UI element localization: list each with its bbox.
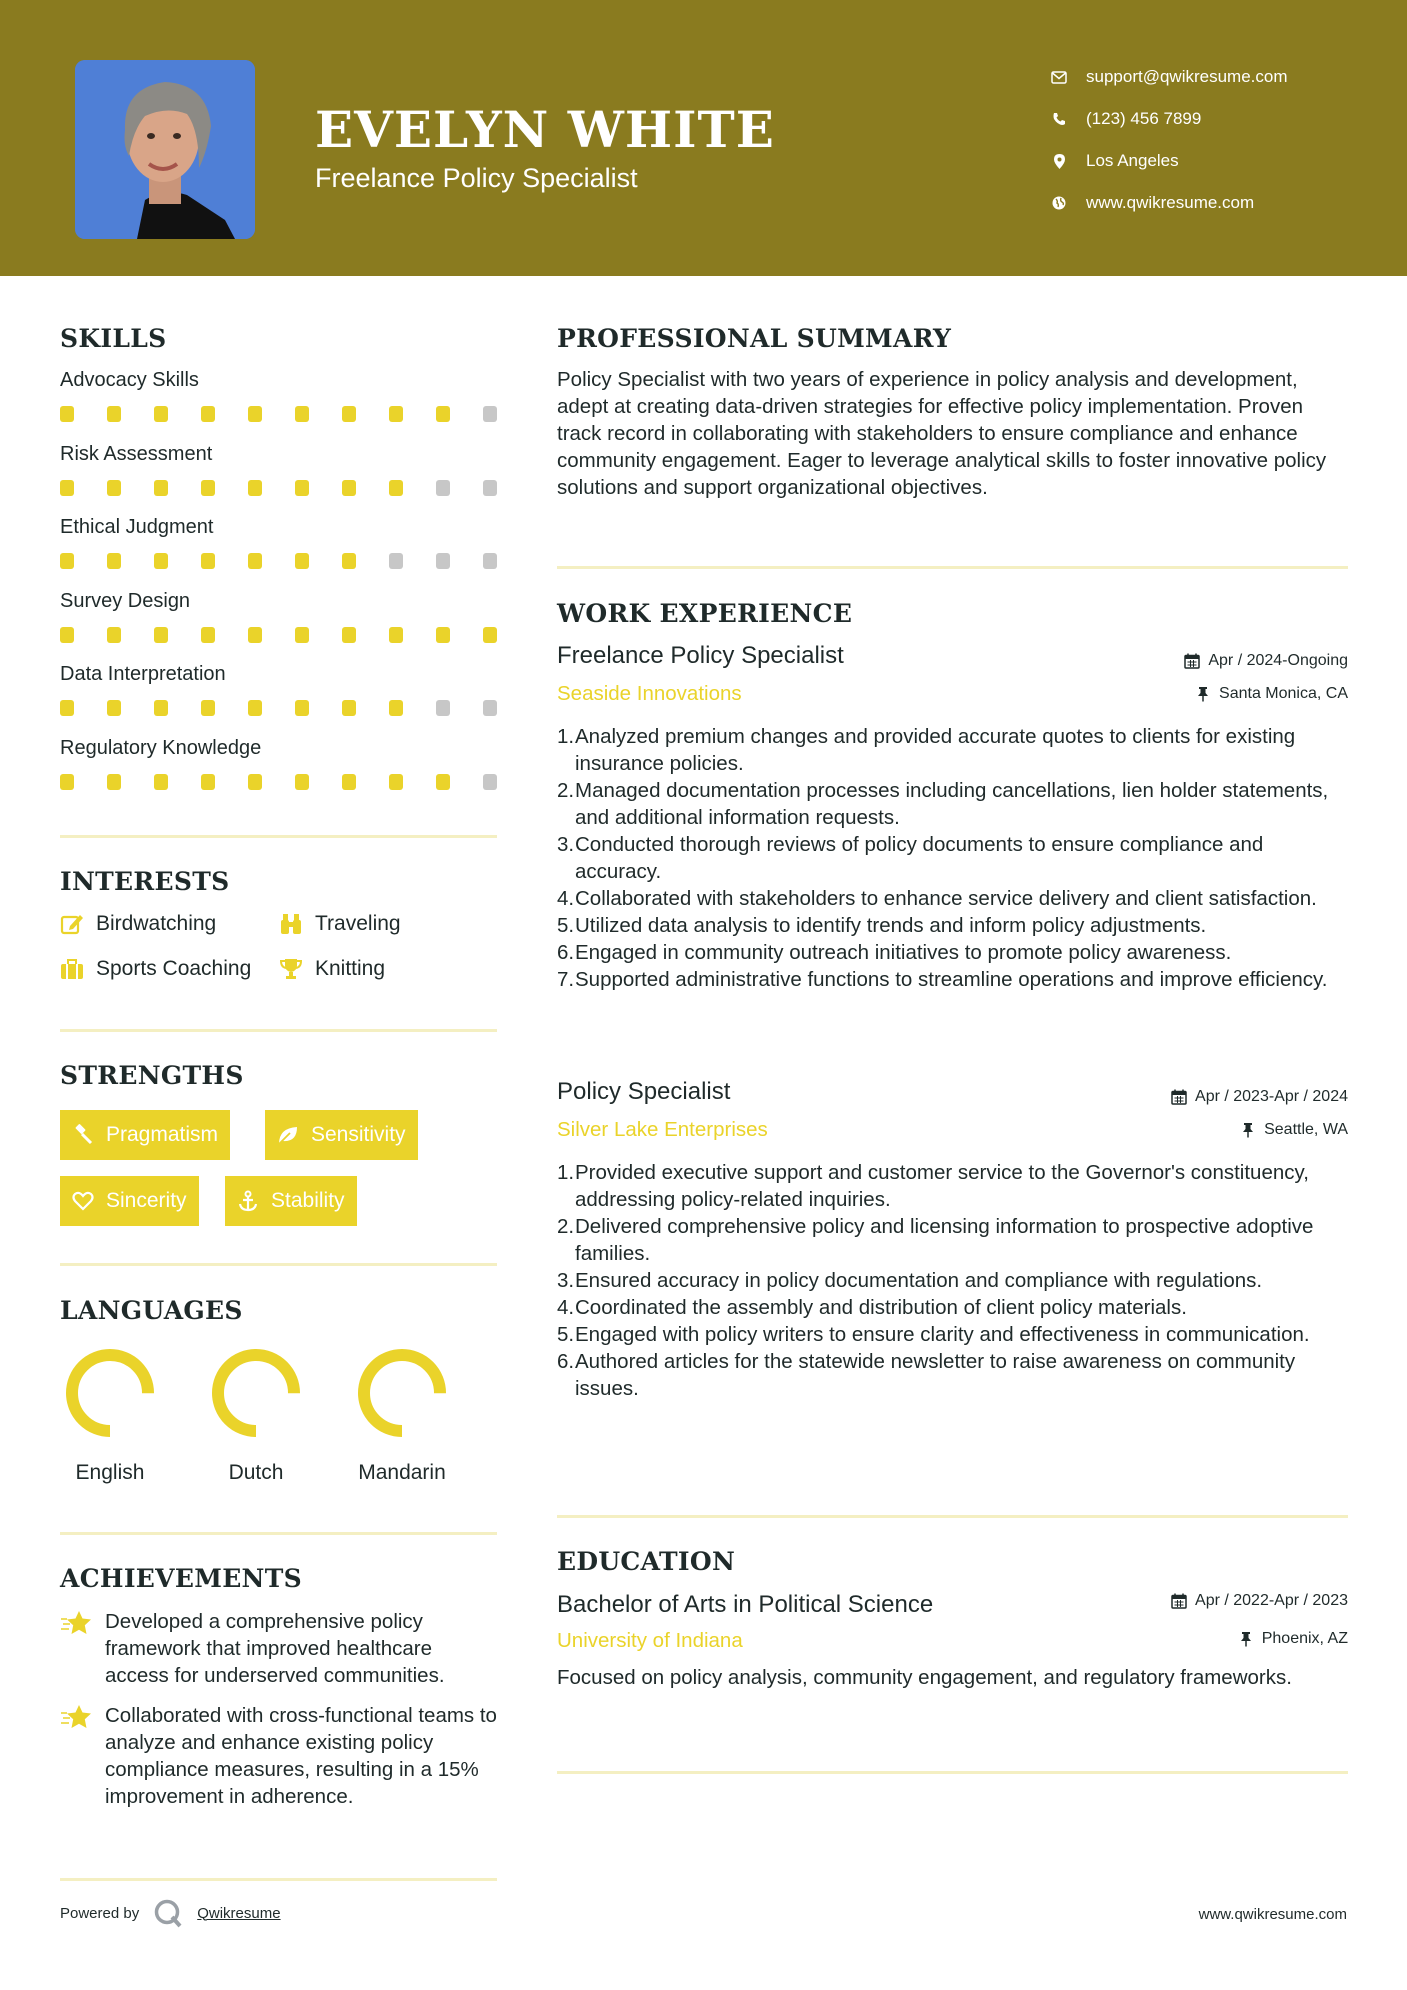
candidate-name: EVELYN WHITE <box>315 100 775 159</box>
bullet-text: Authored articles for the statewide newsletter to raise awareness on community issues. <box>575 1350 1296 1400</box>
contact-location-text: Los Angeles <box>1086 151 1179 170</box>
education-location-text: Phoenix, AZ <box>1261 1630 1348 1647</box>
star-icon <box>60 1704 92 1810</box>
language-gauge <box>60 1343 160 1443</box>
summary-divider <box>557 566 1348 569</box>
strength-label: Stability <box>271 1189 345 1212</box>
bullet-text: Engaged in community outreach initiatives to promote policy awareness. <box>575 941 1232 964</box>
rating-dot-filled <box>154 406 168 422</box>
interest-label: Traveling <box>315 912 401 935</box>
rating-dot-filled <box>154 480 168 496</box>
achievement-text: Developed a comprehensive policy framework that improved healthcare access for underserved communities. <box>105 1610 445 1687</box>
job-company: Silver Lake Enterprises <box>557 1118 768 1141</box>
achievement-item <box>60 1608 497 1689</box>
job-bullet <box>557 966 1348 993</box>
summary-heading: PROFESSIONAL SUMMARY <box>557 324 952 353</box>
bullet-text: Analyzed premium changes and provided accurate quotes to clients for existing insurance policies. <box>575 725 1296 775</box>
rating-dot-filled <box>201 553 215 569</box>
profile-photo <box>75 60 255 239</box>
calendar-icon <box>1171 1593 1187 1609</box>
rating-dot-filled <box>154 553 168 569</box>
languages-heading: LANGUAGES <box>60 1296 243 1325</box>
strengths-heading: STRENGTHS <box>60 1061 244 1090</box>
qwikresume-link[interactable]: Qwikresume <box>197 1904 281 1922</box>
job-bullet <box>557 1348 1348 1402</box>
job-bullet <box>557 1321 1348 1348</box>
rating-dot-filled <box>342 774 356 790</box>
education-description: Focused on policy analysis, community engagement, and regulatory frameworks. <box>557 1666 1292 1689</box>
job-bullet <box>557 912 1348 939</box>
school-name: University of Indiana <box>557 1629 743 1652</box>
rating-dot-filled <box>60 553 74 569</box>
rating-dot-filled <box>154 627 168 643</box>
rating-dot-filled <box>295 700 309 716</box>
bullet-text: Collaborated with stakeholders to enhance service delivery and client satisfaction. <box>575 887 1317 910</box>
bullet-number: 2. <box>557 1215 575 1238</box>
job-location-text: Santa Monica, CA <box>1219 685 1348 702</box>
rating-dot-filled <box>154 700 168 716</box>
language-item <box>206 1343 306 1485</box>
star-icon <box>60 1610 92 1689</box>
interest-label: Knitting <box>315 957 386 980</box>
job-location <box>1240 1121 1348 1139</box>
pencil-square-icon <box>60 912 84 936</box>
rating-dot-empty <box>389 553 403 569</box>
job-bullet <box>557 723 1348 777</box>
rating-dot-empty <box>483 553 497 569</box>
rating-dot-filled <box>107 406 121 422</box>
strength-badge <box>60 1110 230 1160</box>
rating-dot-filled <box>436 406 450 422</box>
contact-website-text: www.qwikresume.com <box>1086 193 1255 212</box>
rating-dot-filled <box>201 774 215 790</box>
rating-dot-filled <box>107 700 121 716</box>
bullet-number: 6. <box>557 941 575 964</box>
job-bullet <box>557 1294 1348 1321</box>
interest-label: Birdwatching <box>96 912 217 935</box>
skill-label: Risk Assessment <box>60 442 213 465</box>
job-bullet <box>557 777 1348 831</box>
globe-icon <box>1050 194 1068 212</box>
summary-text: Policy Specialist with two years of experience in policy analysis and development, adept at creating data-driven strategies for effective policy implementation. Proven track record in collaborating with stakeholders to ensure compliance and enhance community engagement. Eager to leverage analytical skills to foster innovative policy solutions and support organizational objectives. <box>557 368 1327 499</box>
contact-website[interactable] <box>1050 182 1288 224</box>
job-bullet-list <box>557 1159 1348 1402</box>
map-pin-icon <box>1050 152 1068 170</box>
rating-dot-filled <box>107 774 121 790</box>
anchor-icon <box>237 1190 259 1212</box>
language-gauge-arc <box>364 1355 440 1431</box>
skill-rating <box>60 627 530 643</box>
bullet-number: 1. <box>557 1161 575 1184</box>
bullet-text: Coordinated the assembly and distribution of client policy materials. <box>575 1296 1187 1319</box>
bullet-number: 6. <box>557 1350 575 1373</box>
rating-dot-filled <box>154 774 168 790</box>
strength-badge <box>265 1110 418 1160</box>
bullet-number: 4. <box>557 1296 575 1319</box>
bullet-text: Delivered comprehensive policy and licensing information to prospective adoptive families. <box>575 1215 1314 1265</box>
achievement-item <box>60 1702 497 1810</box>
envelope-icon <box>1050 68 1068 86</box>
skill-rating <box>60 480 530 496</box>
bullet-text: Ensured accuracy in policy documentation and compliance with regulations. <box>575 1269 1263 1292</box>
contact-list <box>1050 56 1288 224</box>
skill-label: Advocacy Skills <box>60 369 199 391</box>
skill-rating <box>60 553 530 569</box>
bullet-number: 3. <box>557 1269 575 1292</box>
strength-badge <box>225 1176 357 1226</box>
interest-item <box>60 957 251 981</box>
rating-dot-filled <box>389 406 403 422</box>
rating-dot-filled <box>389 700 403 716</box>
bullet-number: 5. <box>557 1323 575 1346</box>
rating-dot-filled <box>201 700 215 716</box>
education-dates <box>1171 1592 1348 1610</box>
job-bullet <box>557 1159 1348 1213</box>
rating-dot-filled <box>295 627 309 643</box>
heart-icon <box>72 1190 94 1212</box>
strength-label: Pragmatism <box>106 1123 219 1146</box>
rating-dot-filled <box>248 774 262 790</box>
job-dates <box>1184 652 1348 670</box>
strengths-divider <box>60 1263 497 1266</box>
skill-rating <box>60 774 530 790</box>
strength-badge <box>60 1176 199 1226</box>
interests-divider <box>60 1029 497 1032</box>
contact-phone-text: (123) 456 7899 <box>1086 109 1202 128</box>
rating-dot-filled <box>248 553 262 569</box>
rating-dot-empty <box>483 774 497 790</box>
rating-dot-filled <box>248 627 262 643</box>
rating-dot-filled <box>295 406 309 422</box>
rating-dot-filled <box>483 627 497 643</box>
rating-dot-filled <box>60 627 74 643</box>
skill-label: Regulatory Knowledge <box>60 736 262 759</box>
bullet-text: Conducted thorough reviews of policy documents to ensure compliance and accuracy. <box>575 833 1264 883</box>
achievement-text: Collaborated with cross-functional teams to analyze and enhance existing policy compliance measures, resulting in a 15% improvement in adherence. <box>105 1704 497 1808</box>
rating-dot-filled <box>342 700 356 716</box>
rating-dot-filled <box>60 774 74 790</box>
rating-dot-empty <box>483 480 497 496</box>
job-bullet-list <box>557 723 1348 993</box>
strength-label: Sensitivity <box>311 1123 406 1146</box>
trophy-icon <box>279 957 303 981</box>
education-location <box>1238 1630 1348 1648</box>
job-bullet <box>557 831 1348 885</box>
job-bullet <box>557 939 1348 966</box>
pushpin-icon <box>1240 1122 1256 1138</box>
candidate-title: Freelance Policy Specialist <box>315 163 638 193</box>
rating-dot-filled <box>248 480 262 496</box>
contact-email-text: support@qwikresume.com <box>1086 67 1288 86</box>
pushpin-icon <box>1195 686 1211 702</box>
language-gauge <box>206 1343 306 1443</box>
rating-dot-empty <box>483 700 497 716</box>
interest-item <box>60 912 216 936</box>
rating-dot-filled <box>342 406 356 422</box>
job-dates-text: Apr / 2024-Ongoing <box>1208 652 1348 669</box>
rating-dot-filled <box>342 627 356 643</box>
rating-dot-filled <box>60 700 74 716</box>
achievements-divider <box>60 1878 497 1881</box>
bullet-text: Managed documentation processes including cancellations, lien holder statements, and additional information requests. <box>575 779 1329 829</box>
experience-divider <box>557 1515 1348 1518</box>
language-gauge-arc <box>218 1355 294 1431</box>
bullet-text: Utilized data analysis to identify trends and inform policy adjustments. <box>575 914 1207 937</box>
achievements-heading: ACHIEVEMENTS <box>60 1564 302 1593</box>
rating-dot-filled <box>107 480 121 496</box>
rating-dot-empty <box>436 480 450 496</box>
skill-rating <box>60 406 530 422</box>
rating-dot-filled <box>201 627 215 643</box>
phone-icon <box>1050 110 1068 128</box>
language-label: Mandarin <box>358 1461 446 1484</box>
contact-email[interactable] <box>1050 56 1288 98</box>
rating-dot-filled <box>248 700 262 716</box>
rating-dot-filled <box>60 406 74 422</box>
rating-dot-filled <box>201 480 215 496</box>
bullet-number: 5. <box>557 914 575 937</box>
job-dates <box>1171 1088 1348 1106</box>
rating-dot-filled <box>389 480 403 496</box>
rating-dot-filled <box>107 553 121 569</box>
rating-dot-empty <box>436 553 450 569</box>
bullet-text: Supported administrative functions to streamline operations and improve efficiency. <box>575 968 1328 991</box>
header-banner <box>0 0 1407 276</box>
interest-item <box>279 912 401 936</box>
job-bullet <box>557 1213 1348 1267</box>
job-company: Seaside Innovations <box>557 682 742 705</box>
language-item <box>60 1343 160 1485</box>
degree-title: Bachelor of Arts in Political Science <box>557 1591 934 1618</box>
language-gauge <box>352 1343 452 1443</box>
rating-dot-empty <box>483 406 497 422</box>
education-heading: EDUCATION <box>557 1547 736 1576</box>
rating-dot-empty <box>436 700 450 716</box>
interests-heading: INTERESTS <box>60 867 230 896</box>
skills-heading: SKILLS <box>60 324 167 353</box>
bullet-number: 2. <box>557 779 575 802</box>
skills-divider <box>60 835 497 838</box>
bullet-number: 4. <box>557 887 575 910</box>
calendar-icon <box>1171 1089 1187 1105</box>
job-title: Freelance Policy Specialist <box>557 642 844 669</box>
rating-dot-filled <box>107 627 121 643</box>
bullet-text: Provided executive support and customer service to the Governor's constituency, addressing policy-related inquiries. <box>575 1161 1309 1211</box>
bullet-number: 1. <box>557 725 575 748</box>
qwikresume-logo-icon <box>153 1898 183 1928</box>
rating-dot-filled <box>248 406 262 422</box>
rating-dot-filled <box>295 553 309 569</box>
job-bullet <box>557 885 1348 912</box>
language-label: Dutch <box>228 1461 284 1484</box>
rating-dot-filled <box>436 774 450 790</box>
skill-label: Ethical Judgment <box>60 516 214 538</box>
job-location <box>1195 685 1348 703</box>
rating-dot-filled <box>201 406 215 422</box>
rating-dot-filled <box>295 480 309 496</box>
education-dates-text: Apr / 2022-Apr / 2023 <box>1195 1592 1348 1609</box>
experience-heading: WORK EXPERIENCE <box>557 599 853 628</box>
job-dates-text: Apr / 2023-Apr / 2024 <box>1195 1088 1348 1105</box>
skill-label: Data Interpretation <box>60 663 226 685</box>
bullet-text: Engaged with policy writers to ensure clarity and effectiveness in communication. <box>575 1323 1310 1346</box>
languages-divider <box>60 1532 497 1535</box>
rating-dot-filled <box>295 774 309 790</box>
rating-dot-filled <box>60 480 74 496</box>
language-item <box>352 1343 452 1485</box>
rating-dot-filled <box>342 553 356 569</box>
language-gauge-arc <box>72 1355 148 1431</box>
bullet-number: 3. <box>557 833 575 856</box>
bullet-number: 7. <box>557 968 575 991</box>
powered-by-label: Powered by <box>60 1904 140 1922</box>
gavel-icon <box>72 1124 94 1146</box>
rating-dot-filled <box>436 627 450 643</box>
interest-label: Sports Coaching <box>96 957 252 980</box>
pushpin-icon <box>1238 1631 1254 1647</box>
binoculars-icon <box>279 912 303 936</box>
contact-phone[interactable] <box>1050 98 1288 140</box>
calendar-icon <box>1184 653 1200 669</box>
rating-dot-filled <box>342 480 356 496</box>
leaf-icon <box>277 1124 299 1146</box>
rating-dot-filled <box>389 627 403 643</box>
job-title: Policy Specialist <box>557 1078 731 1105</box>
job-location-text: Seattle, WA <box>1264 1121 1348 1138</box>
briefcase-icon <box>60 957 84 981</box>
strength-label: Sincerity <box>106 1189 187 1212</box>
interest-item <box>279 957 385 981</box>
education-divider <box>557 1771 1348 1774</box>
skill-rating <box>60 700 530 716</box>
language-label: English <box>75 1461 145 1484</box>
footer-website[interactable]: www.qwikresume.com <box>1198 1906 1347 1923</box>
contact-location <box>1050 140 1288 182</box>
footer-powered-by <box>60 1898 281 1928</box>
job-bullet <box>557 1267 1348 1294</box>
skill-label: Survey Design <box>60 589 191 612</box>
rating-dot-filled <box>389 774 403 790</box>
